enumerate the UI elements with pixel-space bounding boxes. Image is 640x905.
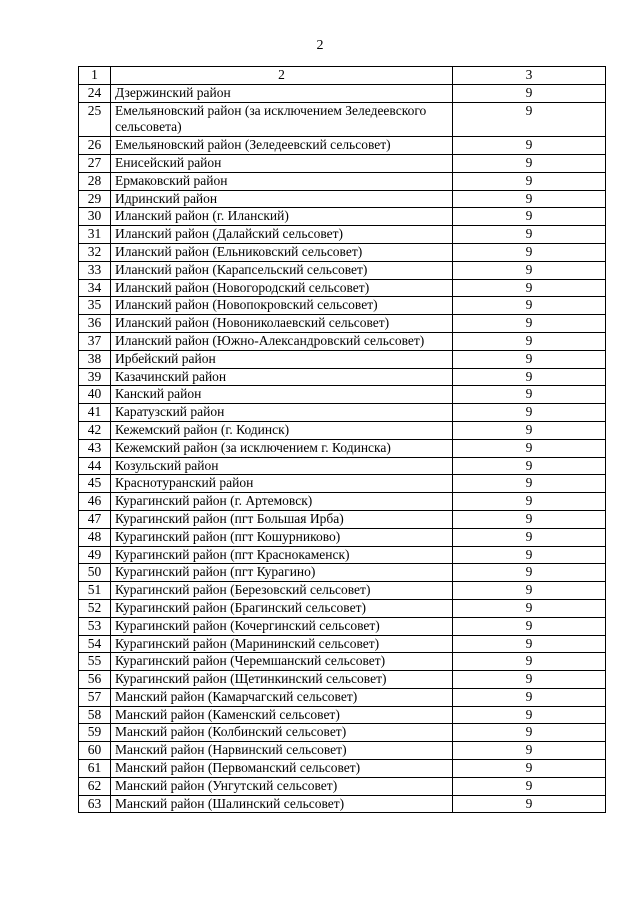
table-row: [79, 777, 606, 795]
value-cell: 9: [453, 564, 606, 582]
row-number-cell: 43: [79, 439, 111, 457]
table-row: [79, 564, 606, 582]
district-name-cell: Емельяновский район (Зеледеевский сельсовет): [111, 137, 453, 155]
row-number-cell: 35: [79, 297, 111, 315]
district-name-cell: Ермаковский район: [111, 172, 453, 190]
table-row: [79, 404, 606, 422]
table-row: [79, 688, 606, 706]
table-row: [79, 84, 606, 102]
table-row: [79, 350, 606, 368]
row-number-cell: 61: [79, 760, 111, 778]
district-name-cell: Емельяновский район (за исключением Зеледеевского сельсовета): [111, 102, 453, 137]
value-cell: 9: [453, 102, 606, 137]
value-cell: 9: [453, 777, 606, 795]
district-name-cell: Манский район (Первоманский сельсовет): [111, 760, 453, 778]
district-name-cell: Козульский район: [111, 457, 453, 475]
district-name-cell: Дзержинский район: [111, 84, 453, 102]
table-row: [79, 243, 606, 261]
table-row: [79, 706, 606, 724]
value-cell: 9: [453, 208, 606, 226]
table-row: [79, 279, 606, 297]
value-cell: 9: [453, 582, 606, 600]
district-name-cell: Иланский район (Новогородский сельсовет): [111, 279, 453, 297]
table-row: [79, 315, 606, 333]
value-cell: 9: [453, 154, 606, 172]
row-number-cell: 50: [79, 564, 111, 582]
value-cell: 9: [453, 528, 606, 546]
table-body: [79, 67, 606, 813]
row-number-cell: 41: [79, 404, 111, 422]
value-cell: 9: [453, 315, 606, 333]
value-cell: 9: [453, 137, 606, 155]
value-cell: 9: [453, 421, 606, 439]
value-cell: 9: [453, 368, 606, 386]
row-number-cell: 56: [79, 671, 111, 689]
row-number-cell: 39: [79, 368, 111, 386]
district-name-cell: Иланский район (Южно-Александровский сельсовет): [111, 332, 453, 350]
district-name-cell: Идринский район: [111, 190, 453, 208]
row-number-cell: 37: [79, 332, 111, 350]
row-number-cell: 54: [79, 635, 111, 653]
table-row: [79, 582, 606, 600]
district-name-cell: Курагинский район (пгт Краснокаменск): [111, 546, 453, 564]
district-name-cell: Иланский район (Новониколаевский сельсовет): [111, 315, 453, 333]
district-name-cell: Ирбейский район: [111, 350, 453, 368]
row-number-cell: 27: [79, 154, 111, 172]
table-row: [79, 760, 606, 778]
district-name-cell: Курагинский район (Кочергинский сельсовет): [111, 617, 453, 635]
value-cell: 9: [453, 172, 606, 190]
district-name-cell: Иланский район (Новопокровский сельсовет): [111, 297, 453, 315]
table-row: [79, 332, 606, 350]
value-cell: 9: [453, 226, 606, 244]
district-name-cell: Каратузский район: [111, 404, 453, 422]
value-cell: 9: [453, 671, 606, 689]
row-number-cell: 52: [79, 599, 111, 617]
table-row: [79, 510, 606, 528]
district-name-cell: Иланский район (г. Иланский): [111, 208, 453, 226]
district-name-cell: Кежемский район (за исключением г. Кодинска): [111, 439, 453, 457]
district-name-cell: Манский район (Камарчагский сельсовет): [111, 688, 453, 706]
district-name-cell: Курагинский район (пгт Курагино): [111, 564, 453, 582]
row-number-cell: 25: [79, 102, 111, 137]
table-row: [79, 137, 606, 155]
row-number-cell: 34: [79, 279, 111, 297]
value-cell: 9: [453, 350, 606, 368]
district-name-cell: Курагинский район (пгт Большая Ирба): [111, 510, 453, 528]
header-cell-number: 1: [79, 67, 111, 85]
value-cell: 9: [453, 742, 606, 760]
district-name-cell: Краснотуранский район: [111, 475, 453, 493]
district-name-cell: Канский район: [111, 386, 453, 404]
value-cell: 9: [453, 493, 606, 511]
value-cell: 9: [453, 706, 606, 724]
table-row: [79, 493, 606, 511]
district-name-cell: Иланский район (Далайский сельсовет): [111, 226, 453, 244]
table-row: [79, 724, 606, 742]
row-number-cell: 36: [79, 315, 111, 333]
row-number-cell: 58: [79, 706, 111, 724]
row-number-cell: 60: [79, 742, 111, 760]
value-cell: 9: [453, 243, 606, 261]
district-name-cell: Иланский район (Карапсельский сельсовет): [111, 261, 453, 279]
table-row: [79, 671, 606, 689]
value-cell: 9: [453, 724, 606, 742]
district-table: [78, 66, 606, 813]
row-number-cell: 26: [79, 137, 111, 155]
district-name-cell: Енисейский район: [111, 154, 453, 172]
table-row: [79, 528, 606, 546]
table-header-row: [79, 67, 606, 85]
value-cell: 9: [453, 386, 606, 404]
table-row: [79, 457, 606, 475]
row-number-cell: 51: [79, 582, 111, 600]
value-cell: 9: [453, 760, 606, 778]
row-number-cell: 62: [79, 777, 111, 795]
district-name-cell: Манский район (Каменский сельсовет): [111, 706, 453, 724]
row-number-cell: 49: [79, 546, 111, 564]
table-row: [79, 154, 606, 172]
row-number-cell: 42: [79, 421, 111, 439]
row-number-cell: 47: [79, 510, 111, 528]
district-name-cell: Курагинский район (г. Артемовск): [111, 493, 453, 511]
district-name-cell: Кежемский район (г. Кодинск): [111, 421, 453, 439]
value-cell: 9: [453, 475, 606, 493]
value-cell: 9: [453, 599, 606, 617]
value-cell: 9: [453, 635, 606, 653]
row-number-cell: 46: [79, 493, 111, 511]
row-number-cell: 33: [79, 261, 111, 279]
district-name-cell: Манский район (Унгутский сельсовет): [111, 777, 453, 795]
district-name-cell: Курагинский район (Щетинкинский сельсовет): [111, 671, 453, 689]
value-cell: 9: [453, 84, 606, 102]
district-name-cell: Курагинский район (Марининский сельсовет): [111, 635, 453, 653]
district-name-cell: Курагинский район (Брагинский сельсовет): [111, 599, 453, 617]
value-cell: 9: [453, 457, 606, 475]
table-row: [79, 226, 606, 244]
table-row: [79, 475, 606, 493]
table-row: [79, 635, 606, 653]
row-number-cell: 31: [79, 226, 111, 244]
table-row: [79, 617, 606, 635]
row-number-cell: 53: [79, 617, 111, 635]
district-name-cell: Курагинский район (Черемшанский сельсовет): [111, 653, 453, 671]
district-name-cell: Манский район (Нарвинский сельсовет): [111, 742, 453, 760]
table-row: [79, 261, 606, 279]
table-row: [79, 653, 606, 671]
table-row: [79, 439, 606, 457]
row-number-cell: 30: [79, 208, 111, 226]
district-name-cell: Курагинский район (пгт Кошурниково): [111, 528, 453, 546]
table-row: [79, 546, 606, 564]
district-name-cell: Иланский район (Ельниковский сельсовет): [111, 243, 453, 261]
row-number-cell: 57: [79, 688, 111, 706]
row-number-cell: 40: [79, 386, 111, 404]
value-cell: 9: [453, 546, 606, 564]
row-number-cell: 48: [79, 528, 111, 546]
value-cell: 9: [453, 653, 606, 671]
value-cell: 9: [453, 510, 606, 528]
row-number-cell: 32: [79, 243, 111, 261]
row-number-cell: 63: [79, 795, 111, 813]
table-row: [79, 742, 606, 760]
district-name-cell: Казачинский район: [111, 368, 453, 386]
table-row: [79, 190, 606, 208]
district-name-cell: Манский район (Колбинский сельсовет): [111, 724, 453, 742]
header-cell-value: 3: [453, 67, 606, 85]
district-name-cell: Курагинский район (Березовский сельсовет): [111, 582, 453, 600]
value-cell: 9: [453, 332, 606, 350]
value-cell: 9: [453, 297, 606, 315]
value-cell: 9: [453, 279, 606, 297]
table-row: [79, 421, 606, 439]
row-number-cell: 55: [79, 653, 111, 671]
row-number-cell: 24: [79, 84, 111, 102]
row-number-cell: 29: [79, 190, 111, 208]
value-cell: 9: [453, 404, 606, 422]
header-cell-name: 2: [111, 67, 453, 85]
value-cell: 9: [453, 795, 606, 813]
value-cell: 9: [453, 261, 606, 279]
row-number-cell: 59: [79, 724, 111, 742]
row-number-cell: 38: [79, 350, 111, 368]
table-row: [79, 599, 606, 617]
value-cell: 9: [453, 617, 606, 635]
table-row: [79, 102, 606, 137]
row-number-cell: 44: [79, 457, 111, 475]
table-row: [79, 386, 606, 404]
value-cell: 9: [453, 439, 606, 457]
value-cell: 9: [453, 688, 606, 706]
table-row: [79, 172, 606, 190]
row-number-cell: 28: [79, 172, 111, 190]
value-cell: 9: [453, 190, 606, 208]
table-row: [79, 297, 606, 315]
table-row: [79, 208, 606, 226]
table-row: [79, 795, 606, 813]
table-row: [79, 368, 606, 386]
row-number-cell: 45: [79, 475, 111, 493]
district-name-cell: Манский район (Шалинский сельсовет): [111, 795, 453, 813]
page-number: 2: [316, 38, 324, 53]
